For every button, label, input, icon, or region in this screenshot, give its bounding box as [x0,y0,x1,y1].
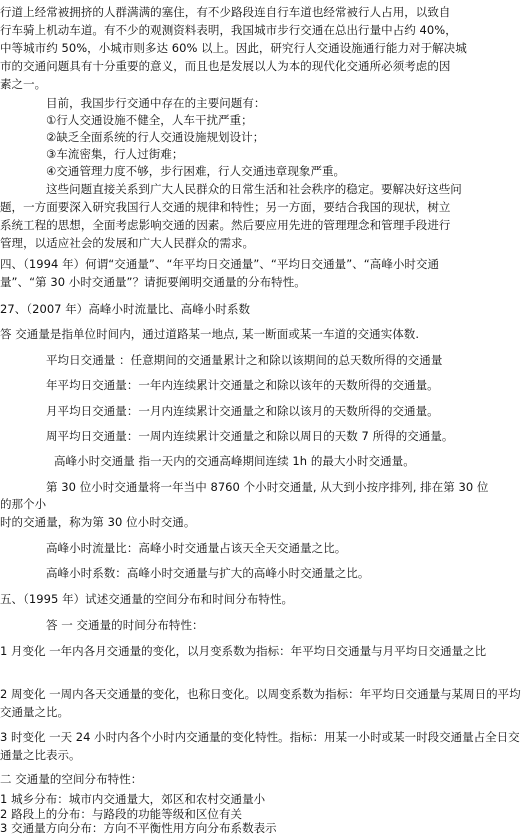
definition-item: 高峰小时流量比：高峰小时交通量占该天全天交通量之比。 [46,541,347,555]
list-item: 3 时变化 一天 24 小时内各个小时内交通量的变化特性。指标：用某一小时或某一时段交通量占全日交通量之比表示。 [0,730,520,762]
text-line: 系统工程的思想，全面考虑影响交通的因素。然后要应用先进的管理理念和管理手段进行 [0,218,451,232]
list-item: 3 交通量方向分布：方向不平衡性用方向分布系数表示 [0,821,277,835]
text-line: 行车骑上机动车道。有不少的观测资料表明，我国城市步行交通在总出行量中占约 40%， [0,23,457,37]
definition-item: 高峰小时系数：高峰小时交通量与扩大的高峰小时交通量之比。 [46,566,370,580]
text-line: 市的交通问题具有十分重要的意义，而且也是发展以人为本的现代化交通所必须考虑的因 [0,59,451,73]
question-line: 量”、“第 30 小时交通量”？请扼要阐明交通量的分布特性。 [0,275,306,289]
problems-title: 目前，我国步行交通中存在的主要问题有： [46,96,266,110]
text-line: 素之一。 [0,77,47,91]
definition-item: 平均日交通量 ：任意期间的交通量累计之和除以该期间的总天数所得的交通量 [46,353,443,367]
question-line: 四、（1994 年）何谓“交通量”、“年平均日交通量”、“平均日交通量”、“高峰小时交通 [0,257,440,271]
definition-item: 周平均日交通量：一周内连续累计交通量之和除以周日的天数 7 所得的交通量。 [46,429,454,443]
text-line: 中等城市约 50%，小城市则多达 60% 以上。因此，研究行人交通设施通行能力对于解决城 [0,41,467,55]
text-line: 题，一方面要深入研究我国行人交通的规律和特性；另一方面，要结合我国的现状，树立 [0,200,451,214]
list-item: ④交通管理力度不够，步行困难，行人交通违章现象严重。 [46,164,346,178]
list-item: ②缺乏全面系统的行人交通设施规划设计； [46,130,265,144]
definition-item: 年平均日交通量：一年内连续累计交通量之和除以该年的天数所得的交通量。 [46,378,439,392]
list-item: 1 月变化 一年内各月交通量的变化，以月变系数为指标：年平均日交通量与月平均日交通量之比 [0,644,487,658]
definition-item: 高峰小时交通量 指一天内的交通高峰期间连续 1h 的最大小时交通量。 [54,454,415,468]
answer-heading: 答 一 交通量的时间分布特性： [46,618,204,632]
text-line: 的那个小 [0,497,47,511]
text-line: 这些问题直接关系到广大人民群众的日常生活和社会秩序的稳定。要解决好这些问 [46,182,462,196]
question-5-title: 五、（1995 年）试述交通量的空间分布和时间分布特性。 [0,592,294,606]
text-line: 第 30 位小时交通量将一年当中 8760 个小时交通量, 从大到小按序排列, 排在第 30 位 [46,480,489,494]
question-27-title: 27、（2007 年）高峰小时流量比、高峰小时系数 [0,302,251,316]
text-line: 行道上经常被拥挤的人群满满的塞住，有不少路段连自行车道也经常被行人占用，以致自 [0,5,451,19]
text-line: 时的交通量，称为第 30 位小时交通。 [0,515,196,529]
list-item: 1 城乡分布：城市内交通量大，郊区和农村交通量小 [0,792,266,806]
list-item: 2 路段上的分布：与路段的功能等级和区位有关 [0,807,243,821]
definition-item: 月平均日交通量：一月内连续累计交通量之和除以该月的天数所得的交通量。 [46,404,439,418]
list-item: ①行人交通设施不健全，人车干扰严重； [46,113,253,127]
list-item: 2 周变化 一周内各天交通量的变化，也称日变化。以周变系数为指标：年平均日交通量与某周日的平均交通量之比。 [0,687,521,719]
answer-intro: 答 交通量是指单位时间内，通过道路某一地点, 某一断面或某一车道的交通实体数. [0,327,420,341]
list-item: ③车流密集，行人过街难； [46,147,184,161]
text-line: 管理，以适应社会的发展和广大人民群众的需求。 [0,236,255,250]
space-distribution-title: 二 交通量的空间分布特性： [0,772,143,786]
